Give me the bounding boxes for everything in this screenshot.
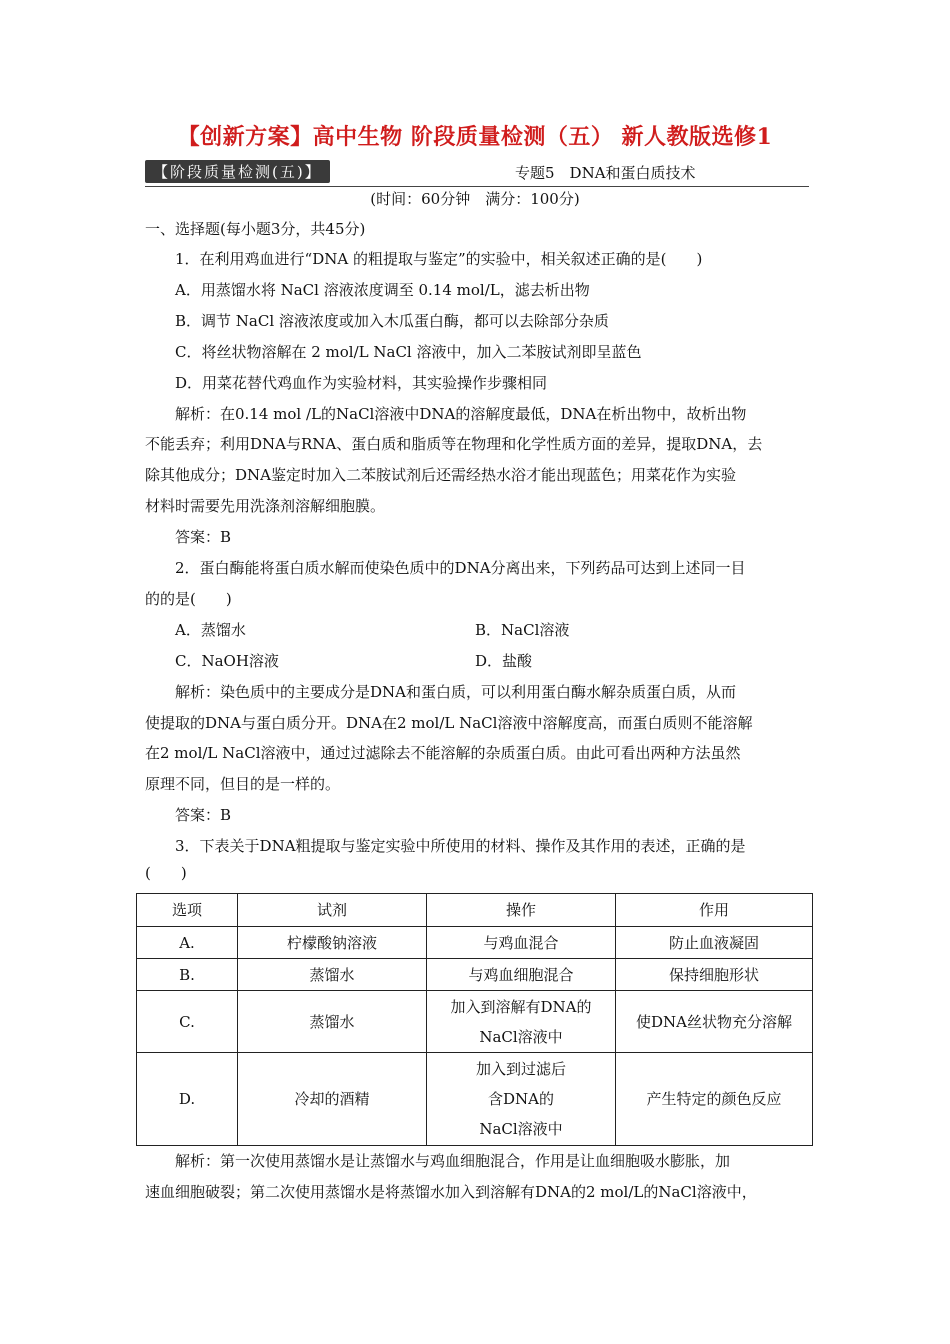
cell-function: 防止血液凝固 (616, 927, 813, 959)
q2-answer: 答案：B (175, 806, 232, 824)
q2-analysis-line: 在2 mol/L NaCl溶液中，通过过滤除去不能溶解的杂质蛋白质。由此可看出两种方法虽然 (145, 744, 741, 762)
cell-option: D. (137, 1053, 238, 1146)
q1-option-d: D．用菜花替代鸡血作为实验材料，其实验操作步骤相同 (175, 374, 548, 392)
topic-label: 专题5 DNA和蛋白质技术 (515, 164, 696, 182)
cell-option: A. (137, 927, 238, 959)
q3-analysis-line: 速血细胞破裂；第二次使用蒸馏水是将蒸馏水加入到溶解有DNA的2 mol/L的NaCl溶液中， (145, 1183, 757, 1201)
q1-option-a: A．用蒸馏水将 NaCl 溶液浓度调至 0.14 mol/L，滤去析出物 (175, 281, 590, 299)
cell-operation: 与鸡血细胞混合 (427, 959, 616, 991)
q3-analysis-line: 解析：第一次使用蒸馏水是让蒸馏水与鸡血细胞混合，作用是让血细胞吸水膨胀，加 (175, 1152, 731, 1170)
q2-option-d: D．盐酸 (475, 652, 533, 670)
cell-operation: 与鸡血混合 (427, 927, 616, 959)
header-reagent: 试剂 (238, 894, 427, 927)
table-row (137, 991, 813, 1053)
cell-operation (427, 1053, 616, 1146)
q2-option-b: B．NaCl溶液 (475, 621, 570, 639)
q2-option-a: A．蒸馏水 (175, 621, 246, 639)
cell-option: C. (137, 991, 238, 1053)
cell-reagent: 蒸馏水 (238, 959, 427, 991)
q1-analysis-line: 解析：在0.14 mol /L的NaCl溶液中DNA的溶解度最低，DNA在析出物中，故析出物 (175, 405, 747, 423)
section-heading: 一、选择题(每小题3分，共45分) (145, 220, 366, 238)
cell-function: 保持细胞形状 (616, 959, 813, 991)
cell-operation-line: NaCl溶液中 (479, 1027, 563, 1046)
q2-stem-cont: 的的是( ) (145, 590, 232, 608)
header-bar (145, 158, 809, 187)
cell-reagent: 柠檬酸钠溶液 (238, 927, 427, 959)
q2-option-c: C．NaOH溶液 (175, 652, 279, 670)
header-option: 选项 (137, 894, 238, 927)
q1-answer: 答案：B (175, 528, 232, 546)
cell-operation-line: 加入到过滤后 (475, 1060, 566, 1078)
document-title: 【创新方案】高中生物 阶段质量检测（五） 新人教版选修1 (177, 124, 773, 150)
q3-stem-cont: ( ) (145, 864, 187, 882)
header-operation: 操作 (427, 894, 616, 927)
table-row (137, 927, 813, 959)
table-row (137, 1053, 813, 1146)
table-header-row (137, 894, 813, 927)
q1-analysis-line: 不能丢弃；利用DNA与RNA、蛋白质和脂质等在物理和化学性质方面的差异，提取DNA，去 (145, 435, 763, 453)
q1-analysis-line: 除其他成分；DNA鉴定时加入二苯胺试剂后还需经热水浴才能出现蓝色；用菜花作为实验 (145, 466, 736, 484)
cell-option: B. (137, 959, 238, 991)
cell-operation-line: 含DNA的 (488, 1090, 554, 1108)
cell-operation (427, 991, 616, 1053)
q1-stem: 1．在利用鸡血进行“DNA 的粗提取与鉴定”的实验中，相关叙述正确的是( ) (175, 250, 703, 268)
q2-stem: 2．蛋白酶能将蛋白质水解而使染色质中的DNA分离出来，下列药品可达到上述同一目 (175, 559, 746, 577)
cell-function: 产生特定的颜色反应 (616, 1053, 813, 1146)
q3-stem: 3．下表关于DNA粗提取与鉴定实验中所使用的材料、操作及其作用的表述，正确的是 (175, 837, 746, 855)
q1-option-c: C．将丝状物溶解在 2 mol/L NaCl 溶液中，加入二苯胺试剂即呈蓝色 (175, 343, 642, 361)
time-score-line: (时间：60分钟 满分：100分) (370, 190, 580, 208)
cell-reagent: 蒸馏水 (238, 991, 427, 1053)
q2-analysis-line: 原理不同，但目的是一样的。 (145, 775, 341, 793)
cell-reagent: 冷却的酒精 (238, 1053, 427, 1146)
q3-table (136, 893, 813, 1146)
header-function: 作用 (616, 894, 813, 927)
cell-function: 使DNA丝状物充分溶解 (616, 991, 813, 1053)
q1-option-b: B．调节 NaCl 溶液浓度或加入木瓜蛋白酶，都可以去除部分杂质 (175, 312, 609, 330)
q1-analysis-line: 材料时需要先用洗涤剂溶解细胞膜。 (145, 497, 386, 515)
q2-analysis-line: 解析：染色质中的主要成分是DNA和蛋白质，可以利用蛋白酶水解杂质蛋白质，从而 (175, 683, 736, 701)
cell-operation-line: NaCl溶液中 (479, 1120, 563, 1138)
table-row (137, 959, 813, 991)
stage-badge: 【阶段质量检测(五)】 (145, 160, 330, 183)
q2-analysis-line: 使提取的DNA与蛋白质分开。DNA在2 mol/L NaCl溶液中溶解度高，而蛋白质则不能溶解 (145, 714, 753, 732)
cell-operation-line: 加入到溶解有DNA的 (450, 997, 592, 1016)
